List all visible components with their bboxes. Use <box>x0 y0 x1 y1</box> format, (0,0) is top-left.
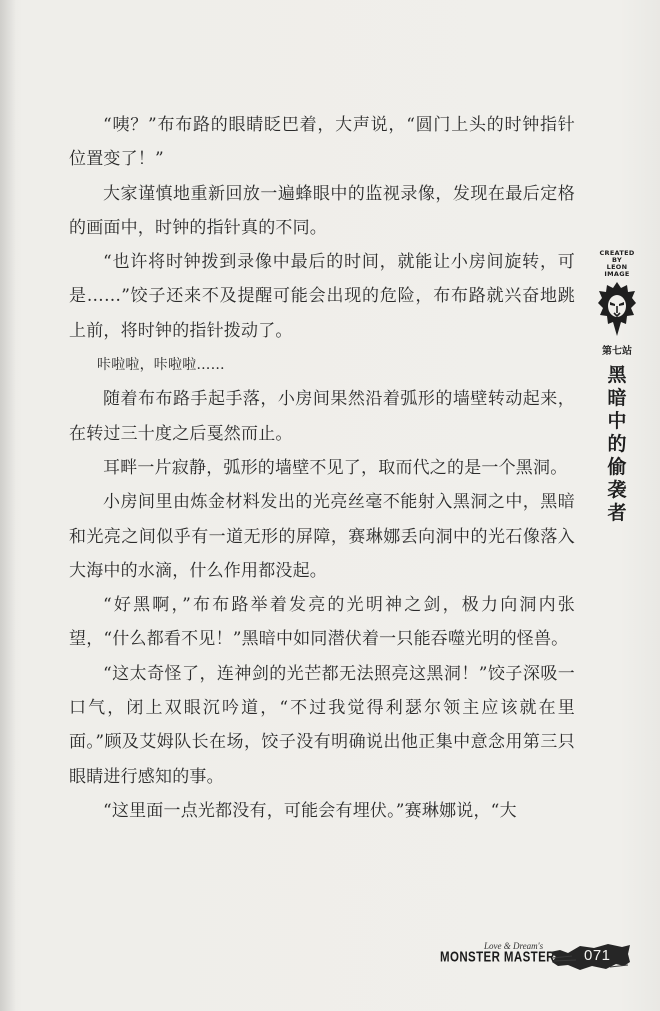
paragraph: 耳畔一片寂静，弧形的墙壁不见了，取而代之的是一个黑洞。 <box>103 457 568 478</box>
paragraph: “这太奇怪了，连神剑的光芒都无法照亮这黑洞！”饺子深吸一口气，闭上双眼沉吟道，“不过我觉得利瑟尔领主应该就在里面。”顾及艾姆队长在场，饺子没有明确说出他正集中意念用第三只眼睛进行感知的事。 <box>69 663 575 787</box>
paragraph: “也许将时钟拨到录像中最后的时间，就能让小房间旋转，可是……”饺子还来不及提醒可能会出现的危险，布布路就兴奋地跳上前，将时钟的指针拨动了。 <box>69 252 575 341</box>
page-number: 071 <box>584 947 611 964</box>
paragraph: “咦？”布布路的眼睛眨巴着，大声说，“圆门上头的时钟指针位置变了！” <box>69 115 575 170</box>
page-footer <box>440 938 640 978</box>
brand-line: CREATED <box>599 249 635 257</box>
chapter-side-tab <box>593 250 641 525</box>
paragraph: 大家谨慎地重新回放一遍蜂眼中的监视录像，发现在最后定格的画面中，时钟的指针真的不同。 <box>69 183 575 238</box>
lion-head-icon <box>597 281 637 337</box>
brand-line: BY <box>612 256 622 264</box>
chapter-label: 第七站 <box>602 346 632 357</box>
chapter-title: 黑暗中的偷袭者 <box>607 364 627 524</box>
paragraph: 小房间里由炼金材料发出的光亮丝毫不能射入黑洞之中，黑暗和光亮之间似乎有一道无形的屏障，赛琳娜丢向洞中的光石像落入大海中的水滴，什么作用都没起。 <box>69 492 575 581</box>
series-name: MONSTER MASTER <box>440 950 555 965</box>
sound-effect-line: 咔啦啦，咔啦啦…… <box>97 357 225 374</box>
gutter-shadow <box>0 0 16 1011</box>
brand-mark <box>593 250 641 278</box>
series-tagline: Love & Dream's <box>484 941 544 951</box>
paragraph: “这里面一点光都没有，可能会有埋伏。”赛琳娜说，“大 <box>103 800 517 821</box>
brand-line: IMAGE <box>604 270 630 278</box>
paragraph: “好黑啊，”布布路举着发亮的光明神之剑，极力向洞内张望，“什么都看不见！”黑暗中如同潜伏着一只能吞噬光明的怪兽。 <box>69 595 575 650</box>
paragraph: 随着布布路手起手落，小房间果然沿着弧形的墙壁转动起来，在转过三十度之后戛然而止。 <box>69 389 575 444</box>
body-text <box>69 108 575 828</box>
brand-line: LEON <box>606 263 628 271</box>
